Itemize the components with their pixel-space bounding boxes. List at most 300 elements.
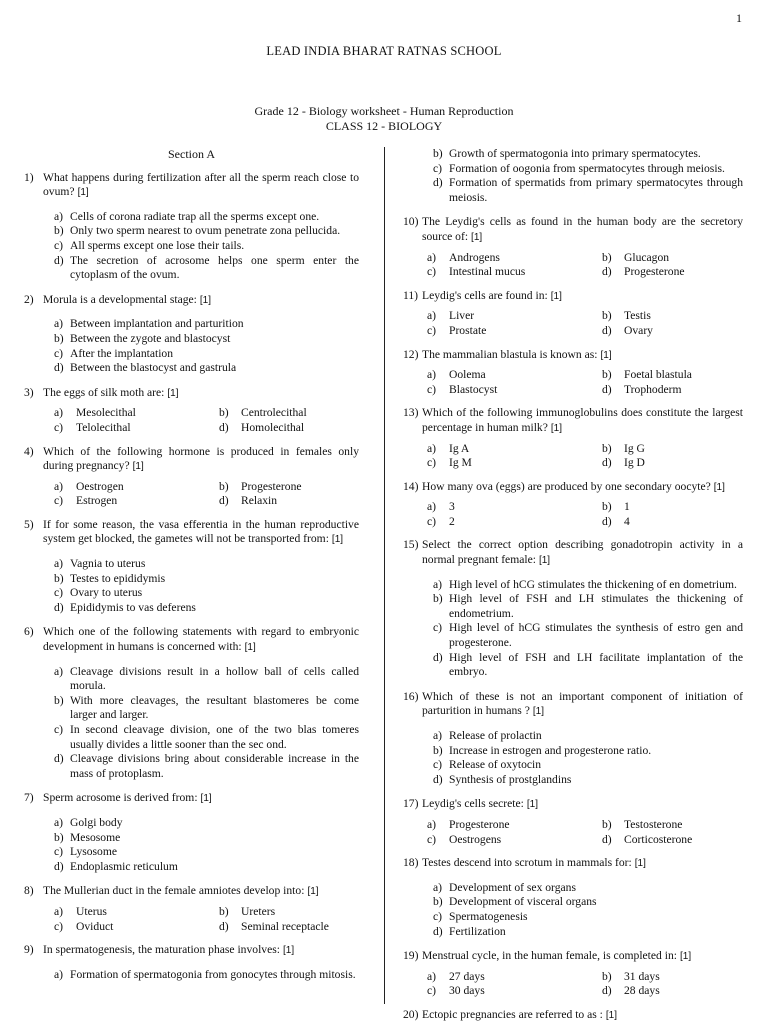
question-mark: [1] bbox=[532, 706, 544, 718]
option-text: Ig D bbox=[624, 456, 645, 470]
option-letter: b) bbox=[219, 904, 229, 918]
question-text: The Mullerian duct in the female amniotes develop into: [1] bbox=[43, 884, 319, 898]
option-letter: a) bbox=[433, 729, 443, 742]
option-text: Between the zygote and blastocyst bbox=[70, 331, 231, 345]
question-number: 2) bbox=[24, 292, 34, 306]
option-letter: d) bbox=[219, 919, 229, 933]
option-text: Ig A bbox=[449, 441, 470, 455]
option-item bbox=[54, 572, 359, 587]
option-list bbox=[54, 210, 359, 283]
question-number: 13) bbox=[403, 406, 419, 420]
question-mark: [1] bbox=[471, 231, 483, 243]
option-text: Ig G bbox=[624, 441, 645, 455]
option-letter: a) bbox=[54, 317, 64, 331]
question-number: 11) bbox=[403, 288, 419, 302]
option-letter: b) bbox=[54, 693, 64, 707]
option-text: Development of visceral organs bbox=[449, 895, 597, 909]
option-letter: a) bbox=[427, 500, 437, 514]
question-number: 4) bbox=[24, 444, 34, 458]
option-item bbox=[602, 309, 743, 324]
option-text: Vagnia to uterus bbox=[70, 557, 146, 571]
option-item bbox=[602, 515, 743, 530]
option-letter: d) bbox=[602, 265, 612, 279]
option-text: Growth of spermatogonia into primary spermatocytes. bbox=[449, 147, 701, 160]
option-text: After the implantation bbox=[70, 346, 174, 360]
option-text: Between the blastocyst and gastrula bbox=[70, 361, 237, 375]
question-mark: [1] bbox=[526, 799, 539, 811]
question bbox=[24, 884, 359, 900]
option-item bbox=[54, 224, 359, 239]
option-grid bbox=[427, 309, 743, 338]
question bbox=[403, 797, 743, 813]
question-number: 6) bbox=[24, 625, 34, 639]
option-text: Only two sperm nearest to ovum penetrate zona pellucida. bbox=[70, 224, 341, 238]
option-text: All sperms except one lose their tails. bbox=[70, 238, 245, 252]
option-item bbox=[427, 309, 602, 324]
question bbox=[24, 386, 359, 402]
question-text: The eggs of silk moth are: [1] bbox=[43, 385, 179, 399]
option-text: Cleavage divisions bring about considerable increase in the mass of protoplasm. bbox=[70, 752, 359, 780]
option-list bbox=[54, 665, 359, 782]
question bbox=[24, 791, 359, 807]
question-mark: [1] bbox=[713, 481, 725, 493]
option-letter: c) bbox=[433, 621, 443, 635]
option-item bbox=[602, 368, 743, 383]
option-item bbox=[427, 500, 602, 515]
right-column bbox=[403, 147, 743, 1024]
option-text: Development of sex organs bbox=[449, 880, 576, 894]
option-text: 27 days bbox=[449, 969, 485, 983]
option-text: Formation of spermatids from primary spermatocytes through meiosis. bbox=[449, 176, 743, 204]
option-text: Oestrogen bbox=[76, 479, 124, 493]
option-text: Centrolecithal bbox=[241, 406, 307, 420]
question-number: 19) bbox=[403, 949, 419, 963]
question-number: 10) bbox=[403, 215, 419, 229]
question-number: 18) bbox=[403, 856, 419, 870]
option-item bbox=[427, 368, 602, 383]
question-mark: [1] bbox=[550, 290, 562, 302]
option-letter: d) bbox=[602, 382, 612, 396]
option-text: Endoplasmic reticulum bbox=[70, 859, 178, 873]
option-text: Progesterone bbox=[241, 479, 302, 493]
question bbox=[403, 289, 743, 305]
option-item bbox=[427, 251, 602, 266]
question-text: If for some reason, the vasa efferentia in the human reproductive system get blocked, the gametes will not be transported from: [1] bbox=[43, 517, 359, 546]
option-text: Estrogen bbox=[76, 494, 118, 508]
option-grid bbox=[54, 480, 359, 509]
question-number: 3) bbox=[24, 385, 34, 399]
option-text: High level of hCG stimulates the synthesis of estro gen and progesterone. bbox=[449, 621, 743, 650]
option-letter: b) bbox=[54, 571, 64, 585]
option-item bbox=[54, 347, 359, 362]
question-text: Which of the following immunoglobulins does constitute the largest percentage in human milk? [1] bbox=[422, 406, 743, 434]
question-text: The mammalian blastula is known as: [1] bbox=[422, 347, 612, 361]
question-mark: [1] bbox=[200, 793, 212, 805]
option-letter: b) bbox=[54, 830, 64, 844]
option-item bbox=[54, 694, 359, 723]
option-letter: d) bbox=[54, 600, 64, 614]
option-item bbox=[433, 925, 743, 940]
option-item bbox=[433, 910, 743, 925]
option-letter: c) bbox=[54, 586, 64, 600]
option-grid bbox=[54, 905, 359, 934]
option-letter: d) bbox=[433, 772, 443, 786]
option-letter: b) bbox=[602, 309, 612, 323]
option-item bbox=[54, 557, 359, 572]
option-item bbox=[54, 317, 359, 332]
option-item bbox=[427, 818, 602, 833]
option-letter: b) bbox=[602, 969, 612, 983]
question bbox=[24, 625, 359, 655]
option-text: Ureters bbox=[241, 904, 276, 918]
option-item bbox=[427, 442, 602, 457]
option-letter: d) bbox=[602, 456, 612, 470]
option-letter: b) bbox=[602, 817, 612, 831]
option-letter: b) bbox=[54, 331, 64, 345]
option-letter: d) bbox=[602, 323, 612, 337]
option-letter: a) bbox=[54, 664, 64, 678]
continued-options bbox=[433, 147, 743, 205]
option-letter: d) bbox=[54, 859, 64, 873]
option-letter: c) bbox=[54, 346, 64, 360]
question-text: Leydig's cells secrete: [1] bbox=[422, 797, 539, 811]
question-mark: [1] bbox=[634, 858, 646, 870]
option-text: Mesosome bbox=[70, 830, 121, 844]
option-text: Uterus bbox=[76, 904, 107, 918]
option-text: Telolecithal bbox=[76, 420, 131, 434]
option-letter: d) bbox=[219, 494, 229, 508]
question bbox=[24, 171, 359, 201]
question bbox=[24, 293, 359, 309]
option-text: Foetal blastula bbox=[624, 368, 692, 382]
option-text: Androgens bbox=[449, 250, 500, 264]
option-item bbox=[427, 984, 602, 999]
option-grid bbox=[54, 406, 359, 435]
option-letter: c) bbox=[427, 456, 437, 470]
option-item bbox=[219, 494, 359, 509]
option-grid bbox=[427, 500, 743, 529]
option-letter: a) bbox=[427, 969, 437, 983]
option-text: Cells of corona radiate trap all the sperms except one. bbox=[70, 209, 320, 223]
school-name: LEAD INDIA BHARAT RATNAS SCHOOL bbox=[266, 44, 502, 58]
question-mark: [1] bbox=[679, 951, 692, 963]
option-list bbox=[54, 816, 359, 874]
option-text: Prostate bbox=[449, 323, 487, 337]
option-item bbox=[602, 984, 743, 999]
option-letter: c) bbox=[427, 265, 437, 279]
question bbox=[24, 445, 359, 475]
question-number: 16) bbox=[403, 689, 419, 703]
option-text: Trophoderm bbox=[624, 382, 682, 396]
option-item bbox=[602, 500, 743, 515]
question-text: In spermatogenesis, the maturation phase involves: [1] bbox=[43, 943, 295, 957]
page-number: 1 bbox=[736, 11, 742, 25]
option-text: Cleavage divisions result in a hollow ball of cells called morula. bbox=[70, 664, 359, 693]
option-letter: b) bbox=[219, 479, 229, 493]
option-text: Between implantation and parturition bbox=[70, 317, 244, 331]
option-list bbox=[54, 968, 359, 983]
option-grid bbox=[427, 970, 743, 999]
option-letter: d) bbox=[54, 253, 64, 267]
class-title: CLASS 12 - BIOLOGY bbox=[325, 119, 443, 133]
question-number: 8) bbox=[24, 884, 34, 898]
option-item bbox=[433, 147, 743, 162]
option-item bbox=[54, 752, 359, 781]
option-text: In second cleavage division, one of the two blas tomeres usually divides a little sooner than the sec ond. bbox=[70, 723, 359, 751]
question-number: 9) bbox=[24, 943, 34, 957]
option-text: Homolecithal bbox=[241, 420, 305, 434]
option-item bbox=[219, 421, 359, 436]
option-letter: d) bbox=[54, 361, 64, 375]
option-letter: a) bbox=[427, 368, 437, 382]
option-text: Release of oxytocin bbox=[449, 758, 542, 772]
option-grid bbox=[427, 368, 743, 397]
option-letter: a) bbox=[54, 209, 64, 223]
question-text: What happens during fertilization after all the sperm reach close to ovum? [1] bbox=[43, 170, 359, 199]
option-letter: c) bbox=[427, 514, 437, 528]
option-letter: c) bbox=[427, 832, 437, 846]
option-item bbox=[54, 816, 359, 831]
question bbox=[24, 943, 359, 959]
option-letter: b) bbox=[602, 500, 612, 514]
option-text: Progesterone bbox=[449, 817, 510, 831]
option-item bbox=[54, 421, 219, 436]
option-text: Ig M bbox=[449, 456, 472, 470]
option-text: 30 days bbox=[449, 984, 485, 998]
question-list bbox=[403, 215, 743, 1023]
option-item bbox=[219, 905, 359, 920]
option-list bbox=[54, 317, 359, 375]
option-letter: c) bbox=[433, 909, 443, 923]
option-letter: a) bbox=[433, 577, 443, 591]
option-text: Mesolecithal bbox=[76, 406, 136, 420]
option-grid bbox=[427, 442, 743, 471]
option-item bbox=[427, 833, 602, 848]
option-item bbox=[433, 758, 743, 773]
option-text: Testis bbox=[624, 309, 651, 323]
question-mark: [1] bbox=[550, 422, 562, 434]
option-text: 3 bbox=[449, 500, 455, 514]
option-item bbox=[54, 665, 359, 694]
option-item bbox=[427, 456, 602, 471]
option-letter: b) bbox=[433, 743, 443, 757]
option-item bbox=[433, 651, 743, 680]
option-text: Oestrogens bbox=[449, 832, 502, 846]
option-text: Oviduct bbox=[76, 919, 114, 933]
option-text: Golgi body bbox=[70, 815, 123, 829]
option-letter: d) bbox=[433, 176, 443, 190]
option-text: Liver bbox=[449, 309, 475, 323]
option-item bbox=[427, 324, 602, 339]
question bbox=[24, 518, 359, 548]
option-letter: c) bbox=[427, 382, 437, 396]
option-item bbox=[54, 494, 219, 509]
option-letter: a) bbox=[54, 904, 64, 918]
option-item bbox=[433, 176, 743, 205]
question-mark: [1] bbox=[244, 642, 256, 654]
question-number: 7) bbox=[24, 791, 34, 805]
question bbox=[403, 538, 743, 568]
question-number: 12) bbox=[403, 347, 419, 361]
question-mark: [1] bbox=[307, 886, 319, 898]
option-text: High level of hCG stimulates the thickening of en dometrium. bbox=[449, 577, 737, 591]
option-item bbox=[433, 881, 743, 896]
option-item bbox=[54, 723, 359, 752]
option-text: The secretion of acrosome helps one sperm enter the cytoplasm of the ovum. bbox=[70, 253, 359, 282]
question-mark: [1] bbox=[605, 1009, 618, 1021]
option-letter: c) bbox=[54, 420, 64, 434]
question-mark: [1] bbox=[282, 945, 295, 957]
option-text: Fertilization bbox=[449, 924, 506, 938]
question-text: The Leydig's cells as found in the human body are the secretory source of: [1] bbox=[422, 215, 743, 243]
option-text: High level of FSH and LH stimulates the thickening of endometrium. bbox=[449, 592, 743, 620]
option-item bbox=[602, 383, 743, 398]
option-item bbox=[602, 833, 743, 848]
option-item bbox=[54, 332, 359, 347]
option-item bbox=[54, 239, 359, 254]
option-item bbox=[54, 480, 219, 495]
question-mark: [1] bbox=[77, 187, 89, 199]
question-text: Leydig's cells are found in: [1] bbox=[422, 288, 562, 302]
option-item bbox=[54, 968, 359, 983]
option-letter: d) bbox=[602, 514, 612, 528]
question bbox=[403, 348, 743, 364]
option-letter: c) bbox=[433, 758, 443, 772]
option-item bbox=[433, 578, 743, 593]
option-item bbox=[433, 773, 743, 788]
question-mark: [1] bbox=[538, 555, 551, 567]
question-number: 15) bbox=[403, 538, 419, 552]
option-item bbox=[54, 845, 359, 860]
option-letter: c) bbox=[54, 723, 64, 736]
option-text: Testes to epididymis bbox=[70, 571, 166, 585]
question-number: 5) bbox=[24, 517, 34, 531]
option-letter: c) bbox=[427, 984, 437, 998]
option-item bbox=[433, 744, 743, 759]
option-text: Blastocyst bbox=[449, 382, 498, 396]
option-text: Release of prolactin bbox=[449, 729, 542, 742]
option-item bbox=[54, 601, 359, 616]
option-letter: a) bbox=[54, 557, 64, 571]
question-text: Ectopic pregnancies are referred to as : [1] bbox=[422, 1007, 618, 1021]
option-item bbox=[54, 905, 219, 920]
question bbox=[403, 856, 743, 872]
option-item bbox=[219, 406, 359, 421]
option-letter: c) bbox=[427, 323, 437, 337]
option-text: Intestinal mucus bbox=[449, 265, 526, 279]
question-number: 14) bbox=[403, 479, 419, 493]
option-item bbox=[433, 592, 743, 621]
option-list bbox=[433, 881, 743, 939]
option-letter: a) bbox=[54, 479, 64, 493]
option-item bbox=[54, 210, 359, 225]
option-letter: b) bbox=[602, 368, 612, 382]
question-text: Testes descend into scrotum in mammals for: [1] bbox=[422, 856, 646, 870]
option-letter: a) bbox=[54, 406, 64, 420]
option-item bbox=[219, 920, 359, 935]
option-text: Epididymis to vas deferens bbox=[70, 600, 196, 614]
question bbox=[403, 1008, 743, 1024]
option-item bbox=[54, 586, 359, 601]
option-item bbox=[602, 456, 743, 471]
option-text: 28 days bbox=[624, 984, 660, 998]
option-letter: b) bbox=[433, 895, 443, 909]
option-letter: a) bbox=[427, 309, 437, 323]
option-letter: a) bbox=[427, 250, 437, 264]
option-letter: d) bbox=[54, 752, 64, 766]
option-letter: b) bbox=[602, 441, 612, 455]
option-letter: a) bbox=[427, 817, 437, 831]
question-text: Morula is a developmental stage: [1] bbox=[43, 292, 212, 306]
option-text: 31 days bbox=[624, 969, 660, 983]
option-item bbox=[54, 361, 359, 376]
worksheet-title: Grade 12 - Biology worksheet - Human Reproduction bbox=[254, 104, 514, 118]
option-letter: b) bbox=[433, 147, 443, 160]
column-divider bbox=[384, 147, 385, 1004]
question-text: Which one of the following statements with regard to embryonic development in humans is concerned with: [1] bbox=[43, 625, 359, 654]
left-column bbox=[24, 147, 359, 992]
option-item bbox=[219, 480, 359, 495]
option-text: High level of FSH and LH facilitate implantation of the embryo. bbox=[449, 650, 743, 679]
option-letter: b) bbox=[54, 224, 64, 238]
option-letter: d) bbox=[602, 984, 612, 998]
option-text: Ovary to uterus bbox=[70, 586, 143, 600]
option-text: Formation of spermatogonia from gonocytes through mitosis. bbox=[70, 967, 356, 981]
option-item bbox=[433, 895, 743, 910]
option-item bbox=[54, 406, 219, 421]
option-letter: a) bbox=[54, 967, 64, 981]
question bbox=[403, 215, 743, 245]
option-text: Progesterone bbox=[624, 265, 685, 279]
option-letter: b) bbox=[602, 250, 612, 264]
option-text: 1 bbox=[624, 500, 630, 514]
option-list bbox=[433, 578, 743, 680]
option-item bbox=[427, 265, 602, 280]
option-letter: d) bbox=[433, 924, 443, 938]
question-mark: [1] bbox=[331, 534, 344, 546]
question bbox=[403, 406, 743, 436]
question-list bbox=[24, 171, 359, 983]
question-text: Which of these is not an important component of initiation of parturition in humans ? [1] bbox=[422, 689, 743, 718]
option-item bbox=[427, 383, 602, 398]
option-item bbox=[433, 621, 743, 650]
option-item bbox=[602, 970, 743, 985]
option-letter: a) bbox=[427, 441, 437, 455]
option-list bbox=[54, 557, 359, 615]
option-text: Corticosterone bbox=[624, 832, 693, 846]
option-letter: b) bbox=[433, 592, 443, 606]
section-title: Section A bbox=[168, 147, 215, 161]
option-item bbox=[602, 324, 743, 339]
question-text: Menstrual cycle, in the human female, is completed in: [1] bbox=[422, 949, 692, 963]
option-letter: d) bbox=[219, 420, 229, 434]
question bbox=[403, 690, 743, 720]
option-item bbox=[54, 831, 359, 846]
option-item bbox=[427, 515, 602, 530]
option-letter: c) bbox=[433, 161, 443, 175]
question bbox=[403, 480, 743, 496]
option-list bbox=[433, 729, 743, 787]
option-text: Glucagon bbox=[624, 250, 670, 264]
option-letter: d) bbox=[602, 832, 612, 846]
option-text: Spermatogenesis bbox=[449, 909, 528, 923]
question-text: Which of the following hormone is produced in females only during pregnancy? [1] bbox=[43, 444, 359, 473]
question-mark: [1] bbox=[199, 294, 212, 306]
option-letter: c) bbox=[54, 845, 64, 859]
question-mark: [1] bbox=[167, 387, 179, 399]
option-item bbox=[433, 162, 743, 177]
question-text: How many ova (eggs) are produced by one secondary oocyte? [1] bbox=[422, 479, 725, 493]
